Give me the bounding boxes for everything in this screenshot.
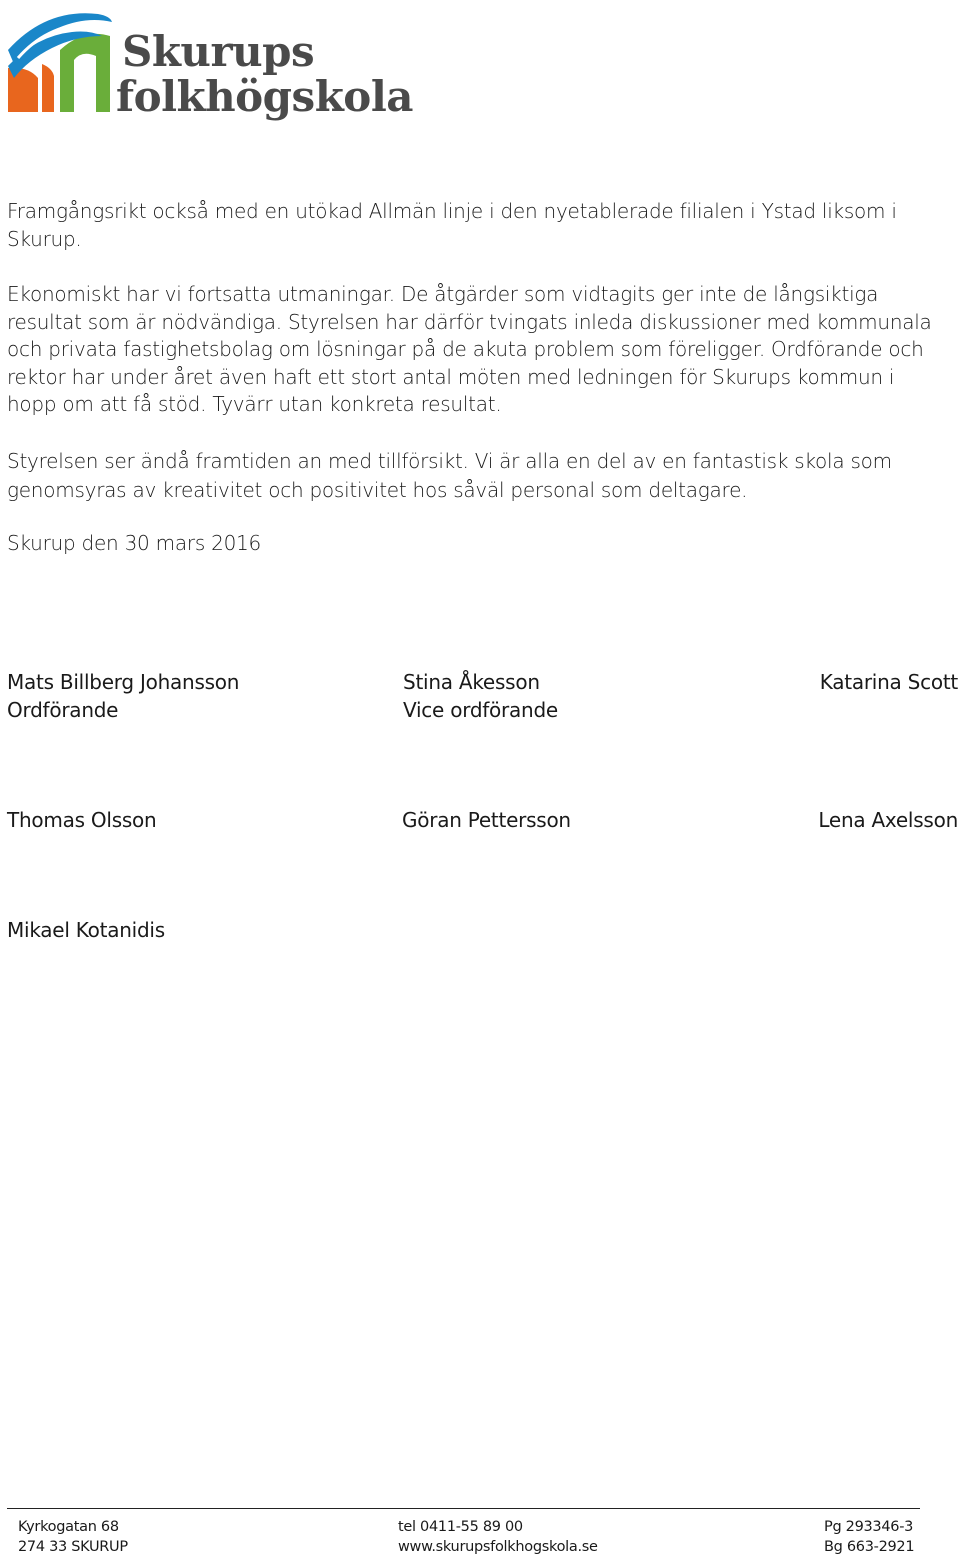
- signatory-1: [7, 669, 239, 724]
- paragraph-allman-linje: Framgångsrikt också med en utökad Allmän linje i den nyetablerade filialen i Ystad liksom i Skurup.: [7, 199, 897, 251]
- paragraph-economy: Ekonomiskt har vi fortsatta utmaningar. De åtgärder som vidtagits ger inte de långsiktiga resultat som är nödvändiga. Styrelsen har därför tvingats inleda diskussioner med kommunala och privata fastighetsbolag om lösningar på de akuta problem som föreligger. Ordförande och rektor har under året även haft ett stort antal möten med ledningen för Skurups kommun i hopp om att få stöd. Tyvärr utan konkreta resultat.: [7, 282, 932, 416]
- signatory-5: [402, 807, 571, 835]
- signatory-role: Ordförande: [7, 697, 119, 722]
- footer-bg: Bg 663-2921: [824, 1539, 915, 1555]
- signatory-name: Thomas Olsson: [7, 808, 157, 832]
- footer-pg: Pg 293346-3: [824, 1519, 914, 1535]
- signatory-name: Stina Åkesson: [403, 670, 540, 694]
- paragraph-future: Styrelsen ser ändå framtiden an med tillförsikt. Vi är alla en del av en fantastisk skola som genomsyras av kreativitet och positivitet hos såväl personal som deltagare.: [7, 449, 892, 502]
- signatory-4: [7, 807, 156, 835]
- footer-contact: [398, 1517, 598, 1557]
- school-logo: [6, 6, 413, 126]
- signatory-6: [818, 807, 958, 835]
- footer-phone: tel 0411-55 89 00: [398, 1519, 523, 1535]
- signatory-name: Lena Axelsson: [818, 808, 958, 832]
- signatory-name: Göran Pettersson: [402, 808, 571, 832]
- footer-accounts: [824, 1517, 914, 1557]
- signatory-name: Mats Billberg Johansson: [7, 670, 240, 694]
- signatory-role: Vice ordförande: [403, 697, 558, 722]
- signatory-2: [403, 669, 558, 724]
- date-line: Skurup den 30 mars 2016: [7, 531, 262, 555]
- footer-divider: [7, 1508, 920, 1509]
- signatory-name: Mikael Kotanidis: [7, 918, 165, 942]
- logo-text-folkhogskola: folkhögskola: [116, 72, 413, 121]
- logo-text-skurups: Skurups: [122, 27, 315, 76]
- signatory-3: [820, 669, 958, 697]
- footer-website[interactable]: www.skurupsfolkhogskola.se: [398, 1539, 598, 1555]
- signatory-7: [7, 917, 165, 945]
- footer-address: [18, 1517, 128, 1557]
- footer-postal: 274 33 SKURUP: [18, 1539, 128, 1555]
- signatory-name: Katarina Scott: [819, 670, 958, 694]
- footer-street: Kyrkogatan 68: [18, 1519, 119, 1535]
- logo-emblem-icon: [6, 6, 116, 118]
